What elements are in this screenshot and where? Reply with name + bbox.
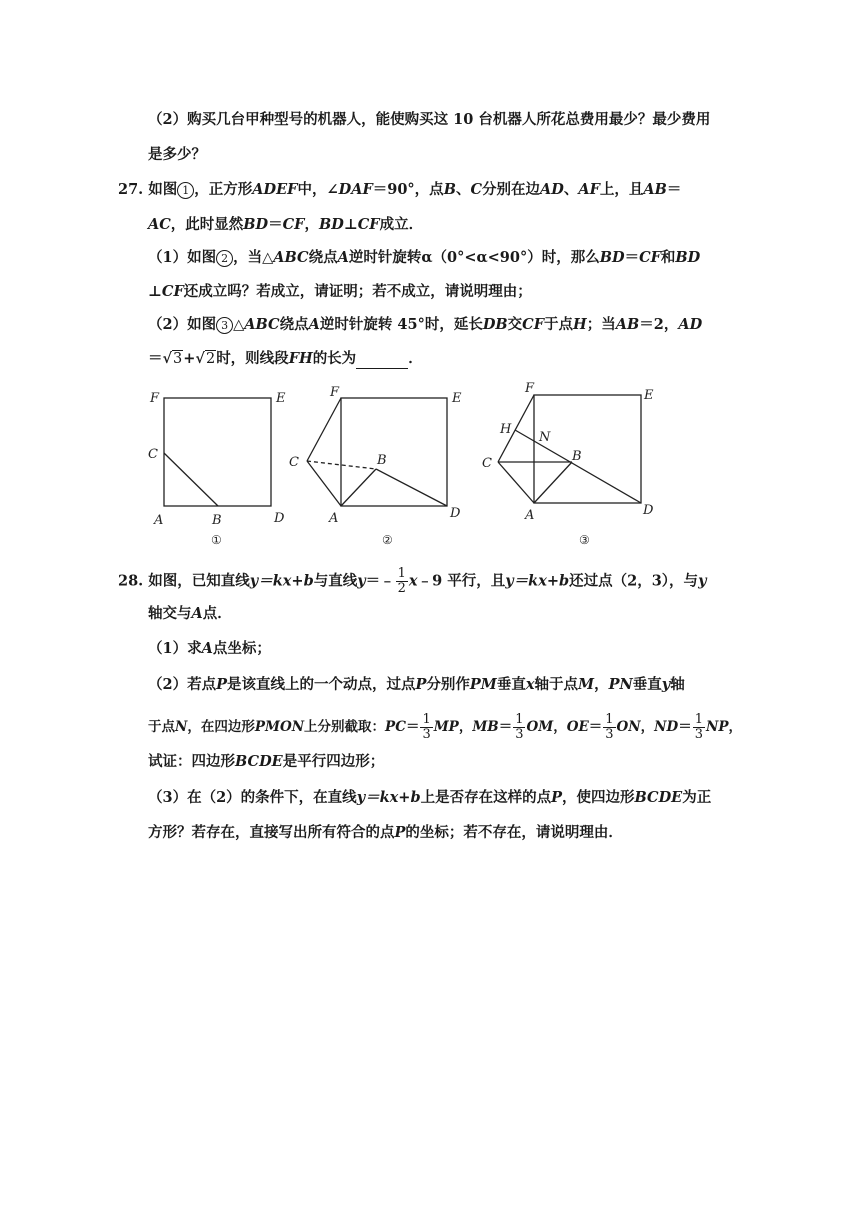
fig2-label-d: D bbox=[450, 506, 461, 521]
q28-math: y bbox=[698, 572, 707, 590]
q27-math: ABC bbox=[244, 316, 280, 333]
q27-text: ＝2， bbox=[639, 316, 679, 333]
fig3-label-d: D bbox=[643, 503, 654, 518]
q27-text: 上，且 bbox=[599, 181, 644, 198]
q27-math: CF bbox=[522, 316, 545, 333]
numerator: 1 bbox=[694, 712, 703, 727]
q28-text: 为正 bbox=[682, 789, 712, 806]
q27-text: ＝ bbox=[666, 181, 682, 198]
q28-text: ， bbox=[594, 676, 609, 693]
fig3-label-e: E bbox=[644, 388, 654, 403]
fig1-label-c: C bbox=[148, 447, 158, 462]
q27-text: + bbox=[183, 350, 196, 367]
q28-text: 于点 bbox=[148, 719, 175, 735]
figure-3 bbox=[498, 395, 641, 503]
q27-text: 和 bbox=[660, 249, 676, 266]
fig2-label-f: F bbox=[330, 385, 340, 400]
q27-math: C bbox=[470, 181, 482, 198]
q27-text: 绕点 bbox=[279, 316, 309, 333]
q28-text: 与直线 bbox=[313, 572, 358, 590]
figure-1 bbox=[164, 398, 271, 506]
q28-math: y bbox=[357, 572, 366, 590]
q27-text: ， bbox=[304, 216, 319, 233]
q27-math: BD bbox=[318, 216, 344, 233]
q28-part3-line2 bbox=[148, 823, 623, 843]
q28-math: PM bbox=[469, 676, 497, 693]
q27-math: CF bbox=[161, 283, 184, 300]
fig1-reference: 1 bbox=[177, 182, 194, 199]
denominator: 2 bbox=[397, 581, 406, 596]
q28-math: x bbox=[408, 572, 418, 590]
fraction-one-third bbox=[693, 713, 705, 742]
q27-math: BD bbox=[599, 249, 625, 266]
q28-math: OM bbox=[526, 719, 554, 735]
numerator: 1 bbox=[605, 712, 614, 727]
q26-part2-line2: 是多少？ bbox=[148, 146, 206, 163]
geometry-figures bbox=[0, 372, 860, 552]
q28-part2-line1 bbox=[148, 675, 685, 695]
q28-text: ， bbox=[553, 719, 567, 735]
q27-math: ABC bbox=[273, 249, 309, 266]
q28-math: y bbox=[661, 676, 671, 693]
q28-math: ND bbox=[654, 719, 679, 735]
denominator: 3 bbox=[422, 727, 431, 742]
q28-text: 轴交与 bbox=[148, 605, 192, 622]
q27-text: ；当 bbox=[586, 316, 616, 333]
q27-text: 时，则线段 bbox=[216, 350, 289, 367]
q27-math: A bbox=[308, 316, 320, 333]
denominator: 3 bbox=[694, 727, 703, 742]
q27-text: ，当△ bbox=[233, 249, 274, 266]
q28-text: 还过点（2，3），与 bbox=[569, 572, 699, 590]
fig1-label-f: F bbox=[150, 391, 160, 406]
fig3-label-a: A bbox=[525, 508, 535, 523]
q27-text: 如图 bbox=[148, 181, 178, 198]
q28-text: 点． bbox=[202, 605, 232, 622]
q28-math: PMON bbox=[254, 719, 305, 735]
q28-text: ， bbox=[728, 719, 742, 735]
fig1-caption: ① bbox=[211, 533, 222, 547]
q28-math: y＝kx+b bbox=[505, 572, 570, 590]
q28-text: 方形？若存在，直接写出所有符合的点 bbox=[148, 824, 395, 841]
radicand: 3 bbox=[173, 351, 183, 367]
q27-text: ＝ bbox=[148, 350, 163, 367]
fraction-one-half bbox=[396, 567, 408, 596]
numerator: 1 bbox=[422, 712, 431, 727]
fig3-label-b: B bbox=[572, 449, 582, 464]
q28-text: ＝ bbox=[588, 719, 603, 735]
q27-math: B bbox=[443, 181, 456, 198]
q27-part2-line2 bbox=[148, 349, 423, 369]
q28-text: ，使四边形 bbox=[562, 789, 635, 806]
figure-2 bbox=[307, 398, 447, 506]
q28-text: （2）若点 bbox=[148, 676, 217, 693]
fig3-label-c: C bbox=[482, 456, 492, 471]
q26-part2-line1: （2）购买几台甲种型号的机器人，能使购买这 10 台机器人所花总费用最少？最少费用 bbox=[148, 111, 711, 128]
q28-part3-line1 bbox=[148, 788, 711, 808]
numerator: 1 bbox=[515, 712, 524, 727]
q28-text: 轴于点 bbox=[534, 676, 579, 693]
q28-math: y＝kx+b bbox=[356, 789, 421, 806]
q28-text: 的坐标；若不存在，请说明理由． bbox=[405, 824, 623, 841]
q27-math: AC bbox=[148, 216, 171, 233]
q27-text: ⊥ bbox=[343, 216, 358, 233]
q27-text: ＝ bbox=[268, 216, 283, 233]
fig3-reference: 3 bbox=[216, 317, 233, 334]
sqrt-2: √2 bbox=[195, 350, 216, 367]
q28-line2 bbox=[148, 604, 232, 624]
q27-math: BD bbox=[675, 249, 701, 266]
q28-text: ＝ bbox=[498, 719, 513, 735]
q28-text: 是平行四边形； bbox=[282, 753, 385, 770]
q28-math: PN bbox=[608, 676, 633, 693]
fraction-one-third bbox=[603, 713, 615, 742]
q28-math: M bbox=[578, 676, 595, 693]
q27-text: ． bbox=[408, 350, 423, 367]
q27-math: AD bbox=[678, 316, 703, 333]
q27-text: 分别在边 bbox=[482, 181, 540, 198]
q28-text: （1）求 bbox=[148, 640, 202, 657]
q28-text: ， bbox=[640, 719, 655, 735]
denominator: 3 bbox=[515, 727, 524, 742]
q27-text: 成立． bbox=[379, 216, 424, 233]
q27-text: 绕点 bbox=[308, 249, 338, 266]
q27-text: （2）如图 bbox=[148, 316, 217, 333]
q28-math: A bbox=[201, 640, 213, 657]
q27-text: 逆时针旋转 45°时，延长 bbox=[319, 316, 483, 333]
q27-math: DB bbox=[482, 316, 508, 333]
q27-line1 bbox=[118, 180, 681, 200]
sqrt-3: √3 bbox=[162, 350, 183, 367]
q28-math: P bbox=[216, 676, 227, 693]
fig3-caption: ③ bbox=[579, 533, 590, 547]
fig2-label-a: A bbox=[329, 511, 339, 526]
q28-math: PC bbox=[385, 719, 406, 735]
denominator: 3 bbox=[605, 727, 614, 742]
q28-text: 上是否存在这样的点 bbox=[420, 789, 552, 806]
q27-text: 中，∠ bbox=[297, 181, 339, 198]
fig1-label-b: B bbox=[212, 513, 222, 528]
fig3-label-f: F bbox=[525, 381, 535, 396]
q27-math: AB bbox=[643, 181, 667, 198]
q28-text: 轴 bbox=[670, 676, 685, 693]
q28-number: 28. bbox=[118, 572, 144, 590]
fig2-label-b: B bbox=[377, 453, 387, 468]
q27-math: ADEF bbox=[252, 181, 298, 198]
q28-math: NP bbox=[705, 719, 729, 735]
q27-text: ，此时显然 bbox=[170, 216, 244, 233]
q28-line1 bbox=[118, 567, 707, 596]
radicand: 2 bbox=[205, 351, 216, 367]
q27-math: H bbox=[573, 316, 587, 333]
q27-line2 bbox=[148, 215, 423, 235]
q27-text: 还成立吗？若成立，请证明；若不成立，请说明理由； bbox=[183, 283, 532, 300]
q28-text: ＝ bbox=[678, 719, 692, 735]
q27-math: AF bbox=[578, 181, 600, 198]
q28-math: OE bbox=[566, 719, 589, 735]
q28-math: P bbox=[394, 824, 406, 841]
q27-math: AD bbox=[540, 181, 564, 198]
q28-text: ， bbox=[458, 719, 473, 735]
q28-math: MP bbox=[433, 719, 459, 735]
q28-text: 上分别截取： bbox=[304, 719, 386, 735]
q28-text: 试证：四边形 bbox=[148, 753, 235, 770]
q28-text: ＝﹣ bbox=[365, 572, 395, 590]
answer-blank bbox=[356, 354, 408, 369]
fig1-label-a: A bbox=[154, 513, 164, 528]
q27-math: BD bbox=[243, 216, 269, 233]
q28-text: 分别作 bbox=[426, 676, 470, 693]
fraction-one-third bbox=[420, 713, 432, 742]
q27-text: ，正方形 bbox=[194, 181, 253, 198]
q28-math: A bbox=[191, 605, 203, 622]
q28-math: BCDE bbox=[235, 753, 283, 770]
q28-math: N bbox=[175, 719, 188, 735]
q28-math: MB bbox=[472, 719, 499, 735]
q28-math: ON bbox=[616, 719, 641, 735]
q27-text: 交 bbox=[507, 316, 523, 333]
fig1-label-e: E bbox=[276, 391, 286, 406]
q27-text: ＝90°，点 bbox=[372, 181, 444, 198]
fraction-one-third bbox=[513, 713, 525, 742]
q27-text: 、 bbox=[563, 181, 579, 198]
q27-text: （1）如图 bbox=[148, 249, 217, 266]
q28-text: ，在四边形 bbox=[187, 719, 255, 735]
q27-part1-line1 bbox=[148, 248, 700, 268]
q28-text: 垂直 bbox=[496, 676, 526, 693]
q27-math: A bbox=[337, 249, 349, 266]
q27-part2-line1 bbox=[148, 315, 702, 335]
q28-text: 如图，已知直线 bbox=[148, 572, 250, 590]
numerator: 1 bbox=[397, 566, 406, 581]
q28-text: （3）在（2）的条件下，在直线 bbox=[148, 789, 357, 806]
q28-math: BCDE bbox=[634, 789, 683, 806]
q28-part1 bbox=[148, 639, 271, 659]
q27-math: CF bbox=[282, 216, 305, 233]
q28-part2-line3 bbox=[148, 752, 384, 772]
q27-text: 于点 bbox=[544, 316, 574, 333]
q27-math: CF bbox=[357, 216, 380, 233]
q27-text: △ bbox=[233, 316, 245, 333]
q27-math: FH bbox=[288, 350, 313, 367]
q28-part2-line2 bbox=[148, 713, 742, 742]
fig2-caption: ② bbox=[382, 533, 393, 547]
q28-text: 是该直线上的一个动点，过点 bbox=[227, 676, 416, 693]
q28-math: P bbox=[415, 676, 427, 693]
q27-number: 27. bbox=[118, 181, 144, 198]
q27-math: DAF bbox=[338, 181, 373, 198]
q28-text: ﹣9 平行，且 bbox=[417, 572, 506, 590]
q28-text: 点坐标； bbox=[212, 640, 271, 657]
q27-text: 的长为 bbox=[312, 350, 357, 367]
q27-math: CF bbox=[639, 249, 661, 266]
fig2-reference: 2 bbox=[216, 250, 233, 267]
fig3-label-n: N bbox=[539, 430, 551, 445]
q28-math: x bbox=[525, 676, 535, 693]
q28-text: 垂直 bbox=[632, 676, 662, 693]
fig3-label-h: H bbox=[500, 422, 512, 437]
q28-math: y＝kx+b bbox=[249, 572, 314, 590]
q27-text: ⊥ bbox=[148, 283, 162, 300]
fig1-label-d: D bbox=[274, 511, 285, 526]
fig2-label-e: E bbox=[452, 391, 462, 406]
q28-math: P bbox=[551, 789, 562, 806]
q27-text: 、 bbox=[455, 181, 471, 198]
q27-part1-line2 bbox=[148, 282, 532, 302]
q27-text: 逆时针旋转α（0°<α<90°）时，那么 bbox=[348, 249, 600, 266]
q27-math: AB bbox=[615, 316, 640, 333]
q27-text: ＝ bbox=[624, 249, 640, 266]
fig2-label-c: C bbox=[289, 455, 299, 470]
q28-text: ＝ bbox=[405, 719, 420, 735]
